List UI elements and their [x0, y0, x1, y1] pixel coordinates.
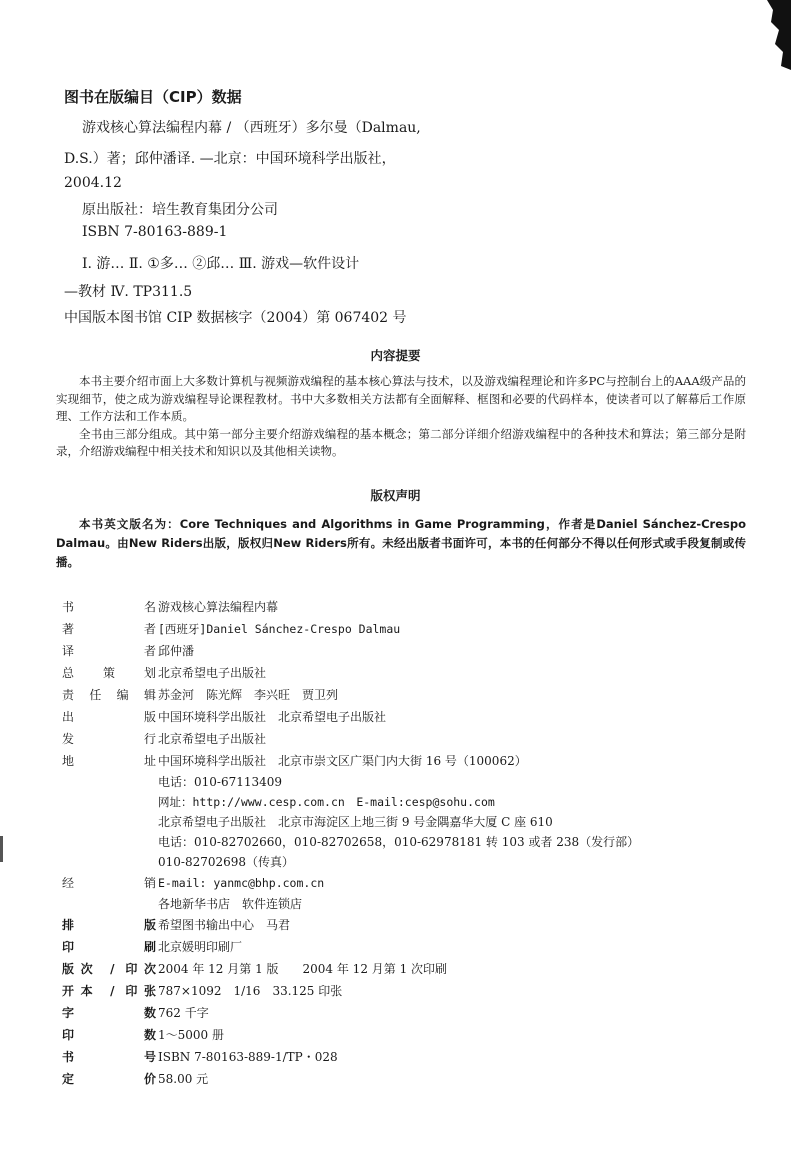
summary-paragraph: 本书主要介绍市面上大多数计算机与视频游戏编程的基本核心算法与技术，以及游戏编程理论和许多PC与控制台上的AAA级产品的实现细节，使之成为游戏编程导论课程教材。书中大多数相关方法都有全面解释、框图和必要的代码样本，使读者可以了解幕后工作原理、工作方法和工作本质。: [56, 374, 746, 423]
info-row: [62, 792, 742, 812]
info-label: 地址: [62, 754, 156, 768]
info-value: 1～5000 册: [158, 1028, 224, 1042]
info-label: 印数: [62, 1028, 156, 1042]
info-value: 邱仲潘: [158, 644, 195, 658]
info-value: 北京媛明印刷厂: [158, 940, 243, 954]
info-row: [62, 750, 742, 772]
info-row: [62, 980, 742, 1002]
info-label: 开本 / 印张: [62, 984, 156, 998]
info-value: 2004 年 12 月第 1 版 2004 年 12 月第 1 次印刷: [158, 962, 448, 976]
scan-edge-dot: [0, 836, 3, 862]
summary-body: [56, 373, 746, 461]
info-value: ISBN 7-80163-889-1/TP・028: [158, 1050, 338, 1064]
info-label: 印刷: [62, 940, 156, 954]
info-value: [西班牙]Daniel Sánchez-Crespo Dalmau: [158, 622, 401, 636]
info-row: [62, 684, 742, 706]
info-label: 译者: [62, 644, 156, 658]
info-label: 版次 / 印次: [62, 962, 156, 976]
info-value: 北京希望电子出版社: [158, 732, 267, 746]
info-value: 中国环境科学出版社 北京市崇文区广渠门内大街 16 号（100062）: [158, 754, 527, 768]
info-row: [62, 728, 742, 750]
info-row: [62, 1024, 742, 1046]
info-row: [62, 618, 742, 640]
info-row: [62, 832, 742, 852]
info-label: 发行: [62, 732, 156, 746]
info-label: 责任编辑: [62, 688, 156, 702]
info-value: 010-82702698（传真）: [158, 855, 295, 869]
info-label: 字数: [62, 1006, 156, 1020]
cip-line: 中国版本图书馆 CIP 数据核字（2004）第 067402 号: [64, 310, 407, 326]
info-row: [62, 936, 742, 958]
info-value: E-mail: yanmc@bhp.com.cn: [158, 876, 325, 890]
info-row: [62, 596, 742, 618]
info-row: [62, 706, 742, 728]
info-label: 著者: [62, 622, 156, 636]
book-info-table: [62, 596, 742, 1090]
info-value: 电话：010-82702660，010-82702658，010-62978181 转 103 或者 238（发行部）: [158, 835, 640, 849]
info-value: 苏金河 陈光辉 李兴旺 贾卫列: [158, 688, 339, 702]
info-value: 网址：http://www.cesp.com.cn E-mail:cesp@sohu.com: [158, 795, 495, 809]
copyright-text: 本书英文版名为：Core Techniques and Algorithms in Game Programming，作者是Daniel Sánchez-Crespo Dalmau。由New Riders出版，版权归New Riders所有。未经出版者书面许可，本书的任何部分不得以任何形式或手段复制或传播。: [56, 517, 746, 569]
copyright-title: 版权声明: [370, 488, 421, 503]
info-value: 电话：010-67113409: [158, 775, 283, 789]
info-row: [62, 772, 742, 792]
info-label: 书号: [62, 1050, 156, 1064]
info-row: [62, 662, 742, 684]
info-label: 定价: [62, 1072, 156, 1086]
info-row: [62, 852, 742, 872]
info-row: [62, 914, 742, 936]
cip-line: D.S.）著；邱仲潘译. —北京：中国环境科学出版社，: [64, 151, 396, 167]
cip-line: 2004.12: [64, 175, 122, 191]
info-value: 北京希望电子出版社 北京市海淀区上地三街 9 号金隅嘉华大厦 C 座 610: [158, 815, 553, 829]
info-label: 书名: [62, 600, 156, 614]
info-row: [62, 1046, 742, 1068]
info-row: [62, 1068, 742, 1090]
info-label: 排版: [62, 918, 156, 932]
cip-line: ISBN 7-80163-889-1: [82, 224, 228, 240]
info-row: [62, 640, 742, 662]
cip-title: 图书在版编目（CIP）数据: [64, 88, 242, 106]
cip-line: Ⅰ. 游… Ⅱ. ①多… ②邱… Ⅲ. 游戏—软件设计: [82, 256, 360, 272]
info-value: 各地新华书店 软件连锁店: [158, 897, 303, 911]
info-label: 总策划: [62, 666, 156, 680]
info-row: [62, 812, 742, 832]
info-row: [62, 1002, 742, 1024]
info-label: 出版: [62, 710, 156, 724]
info-value: 北京希望电子出版社: [158, 666, 267, 680]
info-value: 58.00 元: [158, 1072, 209, 1086]
summary-paragraph: 全书由三部分组成。其中第一部分主要介绍游戏编程的基本概念；第二部分详细介绍游戏编程中的各种技术和算法；第三部分是附录，介绍游戏编程中相关技术和知识以及其他相关读物。: [56, 426, 746, 458]
cip-line: 游戏核心算法编程内幕 / （西班牙）多尔曼（Dalmau,: [82, 120, 421, 136]
summary-title: 内容提要: [370, 348, 421, 363]
info-value: 787×1092 1/16 33.125 印张: [158, 984, 343, 998]
info-value: 希望图书输出中心 马君: [158, 918, 291, 932]
info-value: 中国环境科学出版社 北京希望电子出版社: [158, 710, 387, 724]
cip-line: —教材 Ⅳ. TP311.5: [64, 284, 193, 300]
scan-edge-mark: [759, 0, 791, 70]
info-row: [62, 894, 742, 914]
info-value: 762 千字: [158, 1006, 209, 1020]
info-label: 经销: [62, 876, 156, 890]
info-value: 游戏核心算法编程内幕: [158, 600, 279, 614]
cip-line: 原出版社：培生教育集团分公司: [82, 202, 278, 218]
info-row: [62, 872, 742, 894]
info-row: [62, 958, 742, 980]
